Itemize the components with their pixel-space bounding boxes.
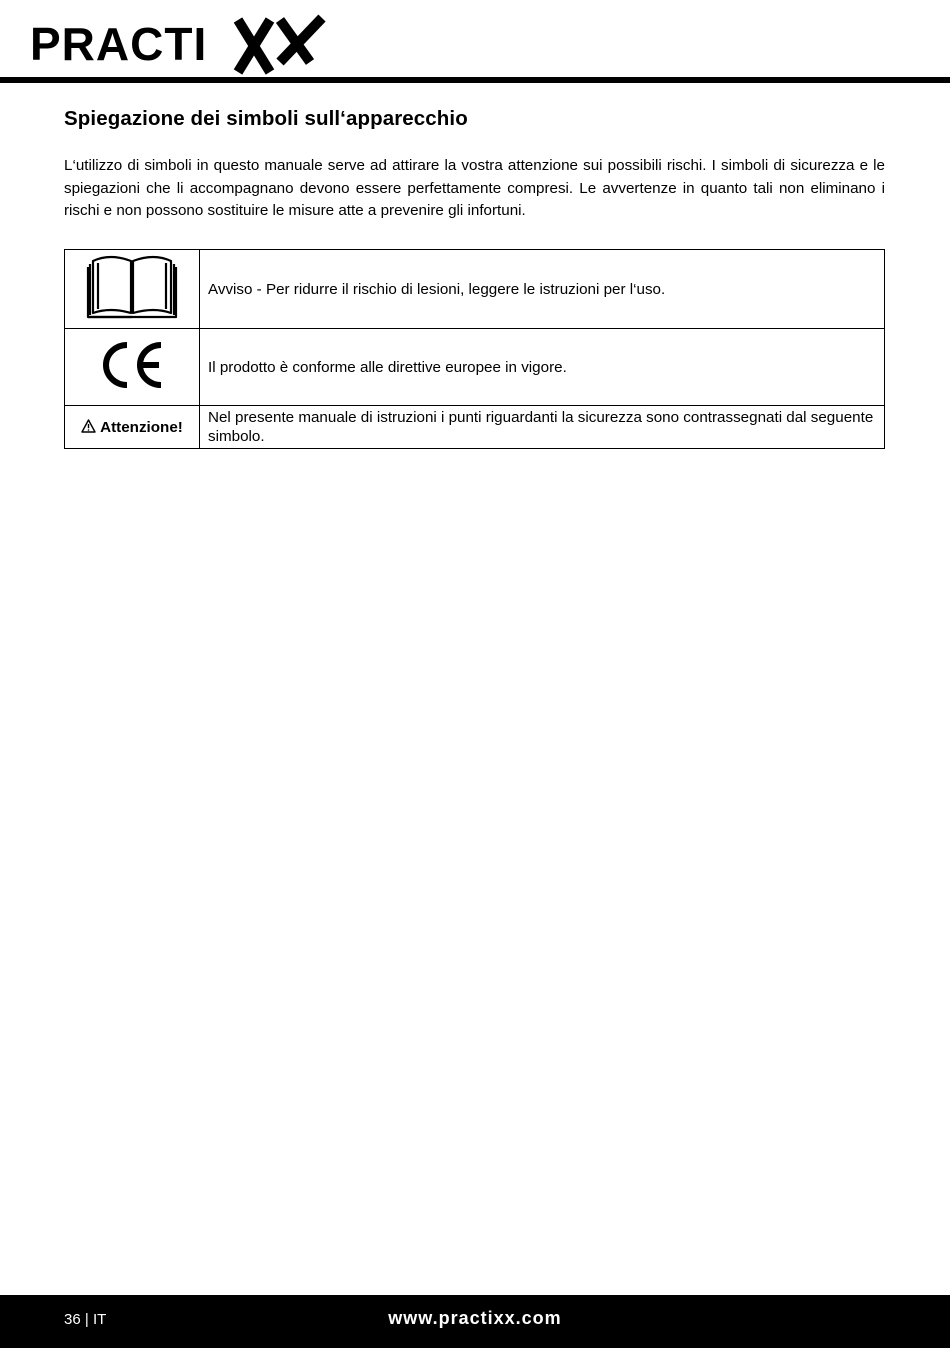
symbol-cell: [65, 406, 200, 449]
symbol-description: Il prodotto è conforme alle direttive europee in vigore.: [200, 329, 885, 406]
table-row: [65, 329, 885, 406]
intro-paragraph: L‘utilizzo di simboli in questo manuale serve ad attirare la vostra attenzione sui possibili rischi. I simboli di sicurezza e le spiegazioni che li accompagnano devono essere perfettamente compresi. Le avvertenze in quanto tali non eliminano i rischi e non possono sostituire le misure atte a prevenire gli infortuni.: [64, 157, 885, 220]
symbol-cell: [65, 329, 200, 406]
section-title: Spiegazione dei simboli sull‘apparecchio: [64, 107, 468, 130]
header-divider: [0, 77, 950, 83]
ce-mark-icon: [97, 340, 167, 390]
page-footer: [0, 1295, 950, 1348]
table-row: [65, 250, 885, 329]
open-book-icon: [84, 253, 180, 321]
symbols-table: [64, 249, 885, 449]
page-number: 36 | IT: [64, 1311, 107, 1328]
symbol-description: Nel presente manuale di istruzioni i punti riguardanti la sicurezza sono contrassegnati dal seguente simbolo.: [200, 406, 885, 449]
practixx-logo: [30, 14, 330, 76]
warning-label: Attenzione!: [100, 418, 183, 436]
symbol-cell: [65, 250, 200, 329]
website-link[interactable]: www.practixx.com: [388, 1308, 562, 1328]
svg-text:PRACTI: PRACTI: [30, 18, 208, 70]
page-header: [0, 0, 950, 84]
symbol-description: Avviso - Per ridurre il rischio di lesioni, leggere le istruzioni per l‘uso.: [200, 250, 885, 329]
table-row: [65, 406, 885, 449]
warning-triangle-icon: [81, 419, 96, 433]
